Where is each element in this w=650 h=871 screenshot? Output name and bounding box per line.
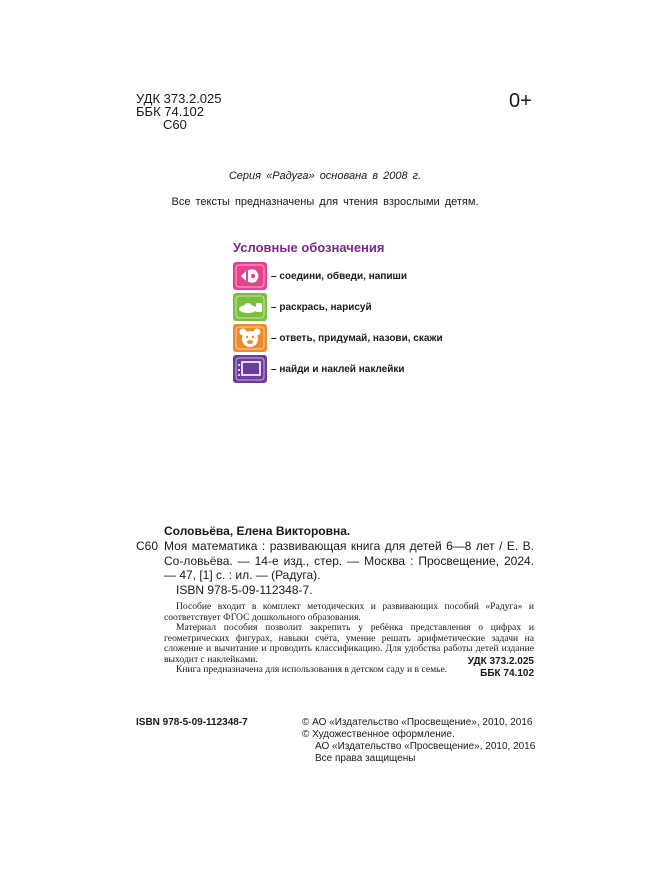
author-mark: С60 (163, 117, 187, 132)
legend-text-answer: – ответь, придумай, назови, скажи (271, 332, 443, 344)
legend-item-sticker (233, 355, 405, 383)
legend-item-answer (233, 324, 443, 352)
bib-description: Моя математика : развивающая книга для детей 6—8 лет / Е. В. Со-ловьёва. — 14-е изд., стер. — Москва : Просвещение, 2024. — 47, [1] с. : ил. — (Радуга). (164, 539, 534, 582)
annotation-paragraph-2: Материал пособия позволит закрепить у ребёнка представления о цифрах и геометрических фигурах, навыки счёта, умение решать арифметические задачи на сложение и вычитание и проводить классификацию. Для удобства работы детей издание выходит с наклейками. (164, 622, 534, 665)
bear-face-icon (233, 324, 267, 352)
legend-item-connect (233, 262, 407, 290)
copyright-block (302, 717, 538, 765)
sticker-frame-icon (233, 355, 267, 383)
udk-code: УДК 373.2.025 (136, 91, 222, 106)
pencil-hand-icon (233, 262, 267, 290)
copyright-line-1: © АО «Издательство «Просвещение», 2010, 2016 (302, 717, 533, 728)
annotation-paragraph-1: Пособие входит в комплект методических и развивающих пособий «Радуга» и соответствует ФГОС дошкольного образования. (164, 601, 534, 623)
footer-isbn: ISBN 978-5-09-112348-7 (136, 717, 248, 728)
legend-text-sticker: – найди и наклей наклейки (271, 363, 405, 375)
annotation-paragraph-3: Книга предназначена для использования в детском саду и в семье. (176, 664, 448, 675)
classification-codes (136, 92, 222, 131)
copyright-line-2: © Художественное оформление. (302, 729, 455, 740)
bib-bbk: ББК 74.102 (480, 668, 534, 679)
legend-text-color: – раскрась, нарисуй (271, 301, 372, 313)
series-note: Серия «Радуга» основана в 2008 г. (228, 170, 422, 182)
adult-note: Все тексты предназначены для чтения взрослыми детям. (171, 196, 479, 208)
bib-author: Соловьёва, Елена Викторовна. (164, 524, 351, 538)
bib-udk: УДК 373.2.025 (467, 656, 534, 667)
age-rating: 0+ (509, 90, 532, 112)
bib-code: С60 (136, 539, 159, 553)
copyright-line-3: АО «Издательство «Просвещение», 2010, 2016 (315, 741, 536, 752)
bbk-code: ББК 74.102 (136, 104, 205, 119)
legend-title: Условные обозначения (233, 240, 385, 255)
bib-isbn: ISBN 978-5-09-112348-7. (176, 583, 313, 597)
legend-item-color (233, 293, 372, 321)
bib-classification (450, 656, 534, 680)
legend-text-connect: – соедини, обведи, напиши (271, 270, 407, 282)
hat-brush-icon (233, 293, 267, 321)
rights-reserved: Все права защищены (315, 753, 416, 764)
